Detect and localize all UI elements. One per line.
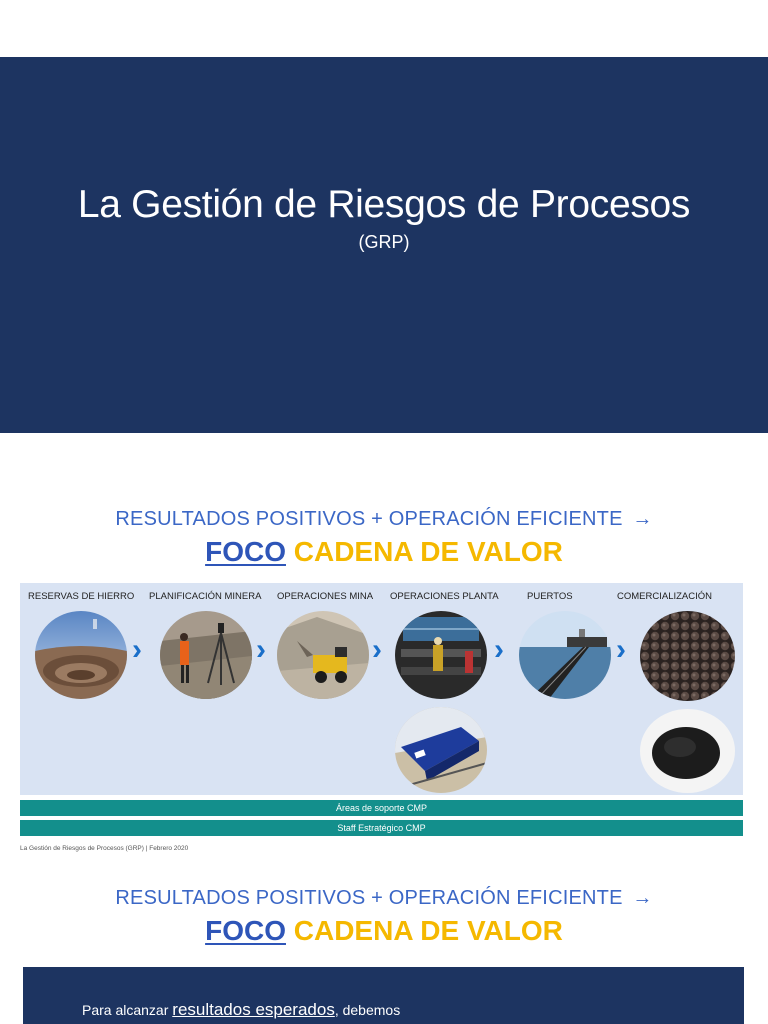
plant-operations-photo — [395, 611, 487, 699]
text-before: Para alcanzar — [82, 1002, 173, 1018]
stage-label-reservas: RESERVAS DE HIERRO — [28, 591, 135, 602]
arrow-right-icon: → — [632, 508, 653, 530]
chevron-right-icon: › — [494, 633, 504, 666]
chevron-right-icon: › — [616, 633, 626, 666]
chevron-right-icon: › — [372, 633, 382, 666]
stage-label-puertos: PUERTOS — [527, 591, 573, 602]
headline-text: RESULTADOS POSITIVOS + OPERACIÓN EFICIENTE — [115, 887, 623, 909]
mine-planning-photo — [160, 611, 252, 699]
focus-rest: CADENA DE VALOR — [293, 536, 563, 567]
chevron-right-icon: › — [256, 633, 266, 666]
title-slide — [0, 57, 768, 433]
pellets-photo — [640, 611, 735, 701]
iron-powder-photo — [640, 709, 735, 793]
focus-word: FOCO — [205, 915, 286, 946]
results-slide — [23, 967, 744, 1024]
headline-text: RESULTADOS POSITIVOS + OPERACIÓN EFICIENTE — [115, 508, 623, 530]
focus-word: FOCO — [205, 536, 286, 567]
iron-reserves-photo — [35, 611, 127, 699]
footnote: La Gestión de Riesgos de Procesos (GRP) | Febrero 2020 — [20, 845, 189, 852]
train-photo — [395, 707, 487, 793]
arrow-right-icon: → — [632, 887, 653, 909]
strategic-staff-bar: Staff Estratégico CMP — [20, 820, 743, 836]
stage-label-comercializacion: COMERCIALIZACIÓN — [617, 591, 713, 602]
stage-label-operaciones-mina: OPERACIONES MINA — [277, 591, 374, 602]
results-paragraph — [82, 1000, 400, 1020]
chevron-right-icon: › — [132, 633, 142, 666]
slide-title: La Gestión de Riesgos de Procesos — [77, 183, 691, 226]
support-areas-bar: Áreas de soporte CMP — [20, 800, 743, 816]
stage-label-operaciones-planta: OPERACIONES PLANTA — [390, 591, 499, 602]
stage-label-planificacion: PLANIFICACIÓN MINERA — [149, 591, 262, 602]
port-photo — [519, 611, 611, 699]
value-chain-headline — [0, 508, 768, 531]
focus-heading — [0, 536, 768, 568]
focus-rest: CADENA DE VALOR — [293, 915, 563, 946]
value-chain-headline-2 — [0, 887, 768, 910]
text-after: , debemos — [334, 1002, 401, 1018]
mine-operations-photo — [277, 611, 369, 699]
slide-subtitle: (GRP) — [358, 232, 410, 252]
value-chain-panel — [20, 583, 743, 795]
expected-results-link: resultados esperados — [172, 1000, 335, 1019]
focus-heading-2 — [0, 915, 768, 947]
